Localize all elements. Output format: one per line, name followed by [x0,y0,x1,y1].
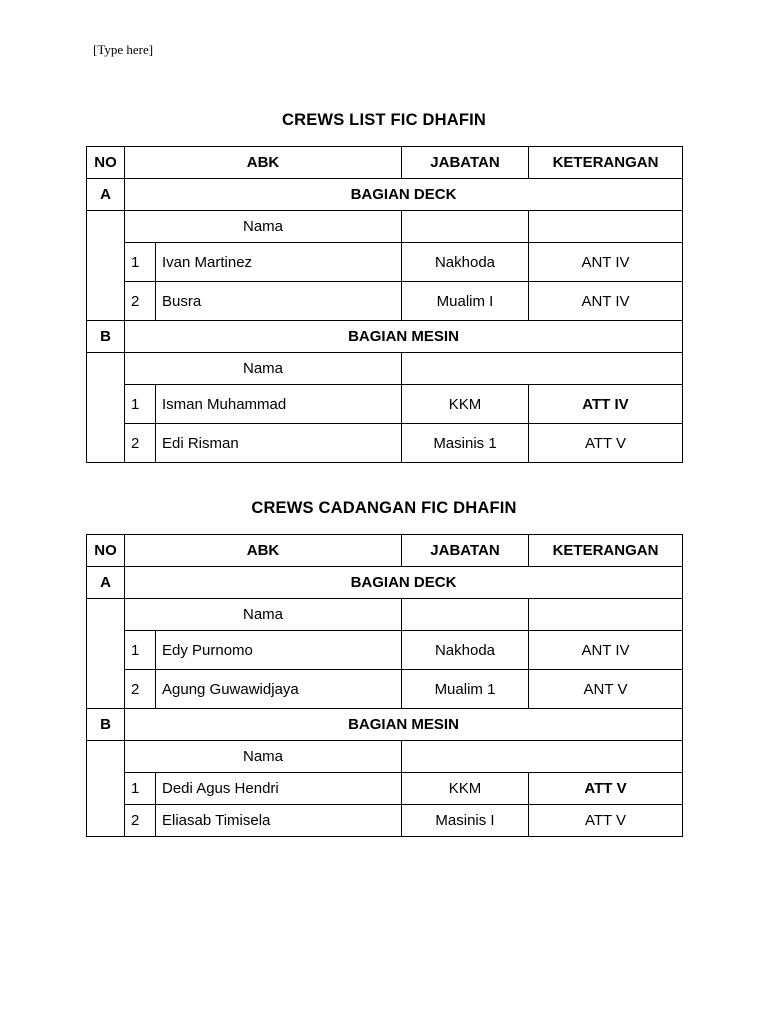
crew-jabatan: Mualim 1 [402,670,529,709]
nama-label: Nama [125,741,402,773]
row-number: 2 [125,424,156,463]
table-row [87,805,683,837]
section-letter: A [87,179,125,211]
crew-name: Isman Muhammad [156,385,402,424]
crew-cadangan-table [86,534,683,837]
crew-name: Agung Guwawidjaya [156,670,402,709]
section-spacer-cell [87,211,125,321]
nama-label: Nama [125,211,402,243]
table-header-row [87,147,683,179]
crew-keterangan: ANT IV [529,243,683,282]
row-number: 1 [125,385,156,424]
crew-jabatan: KKM [402,773,529,805]
crew-name: Edy Purnomo [156,631,402,670]
crew-name: Ivan Martinez [156,243,402,282]
section-spacer-cell [87,741,125,837]
crew-jabatan: Masinis 1 [402,424,529,463]
crew-keterangan: ATT V [529,805,683,837]
crew-keterangan: ATT V [529,773,683,805]
crew-jabatan: Mualim I [402,282,529,321]
row-number: 1 [125,243,156,282]
page-header-text: [Type here] [93,42,154,57]
col-header-abk: ABK [125,147,402,179]
crew-name: Busra [156,282,402,321]
section-name: BAGIAN MESIN [125,709,683,741]
row-number: 2 [125,282,156,321]
table-row [87,243,683,282]
row-number: 1 [125,631,156,670]
crew-jabatan: Nakhoda [402,243,529,282]
section-row-deck [87,567,683,599]
crew-keterangan: ATT V [529,424,683,463]
crew-keterangan: ANT IV [529,282,683,321]
section-name: BAGIAN DECK [125,567,683,599]
table-row [87,631,683,670]
empty-cell [402,211,529,243]
section-name: BAGIAN MESIN [125,321,683,353]
crew-keterangan: ANT IV [529,631,683,670]
section-name: BAGIAN DECK [125,179,683,211]
table-row [87,385,683,424]
empty-cell [402,599,529,631]
table-row [87,282,683,321]
crew-keterangan: ATT IV [529,385,683,424]
crew-jabatan: Masinis I [402,805,529,837]
crew-jabatan: KKM [402,385,529,424]
crew-name: Dedi Agus Hendri [156,773,402,805]
nama-header-row [87,353,683,385]
col-header-jabatan: JABATAN [402,147,529,179]
crew-keterangan: ANT V [529,670,683,709]
crew-cadangan-title: CREWS CADANGAN FIC DHAFIN [251,499,517,517]
col-header-jabatan: JABATAN [402,535,529,567]
empty-cell [402,353,683,385]
nama-label: Nama [125,599,402,631]
table-row [87,670,683,709]
empty-cell [529,211,683,243]
crew-name: Eliasab Timisela [156,805,402,837]
col-header-no: NO [87,535,125,567]
section-letter: B [87,321,125,353]
col-header-keterangan: KETERANGAN [529,535,683,567]
section-letter: A [87,567,125,599]
nama-header-row [87,599,683,631]
section-letter: B [87,709,125,741]
section-spacer-cell [87,353,125,463]
nama-label: Nama [125,353,402,385]
crew-list-title: CREWS LIST FIC DHAFIN [281,111,487,129]
crew-jabatan: Nakhoda [402,631,529,670]
col-header-keterangan: KETERANGAN [529,147,683,179]
nama-header-row [87,741,683,773]
nama-header-row [87,211,683,243]
empty-cell [402,741,683,773]
col-header-abk: ABK [125,535,402,567]
table-row [87,424,683,463]
row-number: 2 [125,805,156,837]
col-header-no: NO [87,147,125,179]
crew-list-table [86,146,683,463]
section-row-mesin [87,709,683,741]
section-row-mesin [87,321,683,353]
row-number: 2 [125,670,156,709]
crew-name: Edi Risman [156,424,402,463]
section-spacer-cell [87,599,125,709]
section-row-deck [87,179,683,211]
table-row [87,773,683,805]
table-header-row [87,535,683,567]
empty-cell [529,599,683,631]
row-number: 1 [125,773,156,805]
